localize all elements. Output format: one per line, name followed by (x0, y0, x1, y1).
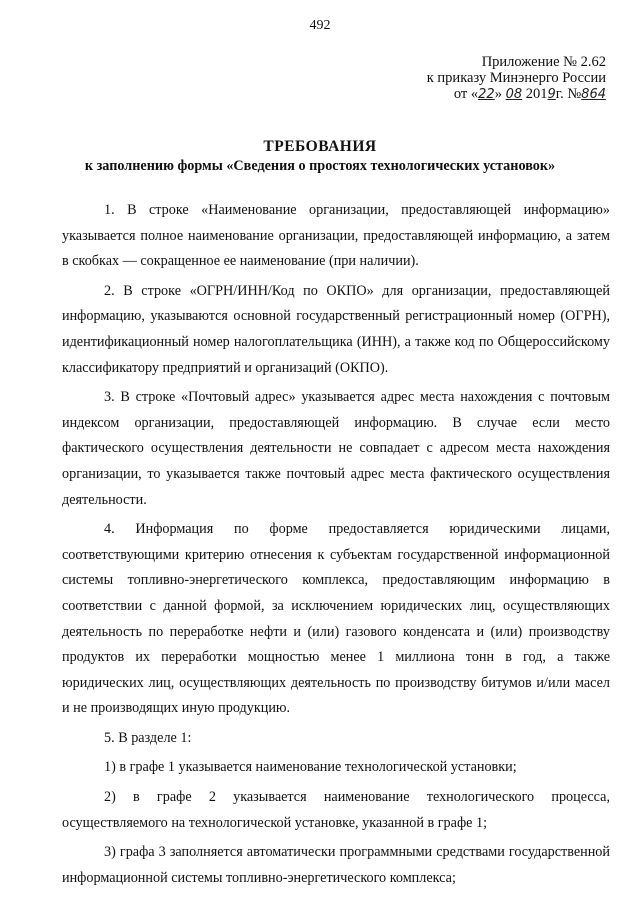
date-prefix: от « (453, 86, 479, 102)
paragraph-4: 4. Информация по форме предоставляется юридическими лицами, соответствующими критерию отнесения к субъектам государственной информационной системы топливно-энергетического комплекса, предоставляющим информацию в соответствии с данной формой, за исключением юридических лиц, осуществляющих деятельность по переработке нефти и (или) газового конденсата и (или) производству продуктов их переработки мощностью менее 1 миллиона тонн в год, а также юридических лиц, осуществляющих деятельность по производству битумов и/или масел и не производящих иную продукцию. (62, 521, 610, 717)
appendix-header (376, 54, 606, 103)
date-quote: » (494, 86, 502, 102)
year-suffix: г. № (555, 86, 582, 102)
handwritten-order-number: 864 (581, 87, 606, 102)
paragraph-5: 5. В разделе 1: (104, 729, 192, 746)
paragraph-5-item-3: 3) графа 3 заполняется автоматически программными средствами государственной информационной системы топливно-энергетического комплекса; (62, 844, 610, 886)
handwritten-year-digit: 9 (547, 87, 556, 102)
handwritten-month: 08 (505, 87, 523, 102)
page-number: 492 (309, 18, 331, 33)
paragraph-1: 1. В строке «Наименование организации, предоставляющей информацию» указывается полное наименование организации, предоставляющей информацию, а затем в скобках — сокращенное ее наименование (при наличии). (62, 202, 610, 270)
handwritten-day: 22 (478, 87, 495, 102)
paragraph-5-item-1: 1) в графе 1 указывается наименование технологической установки; (104, 759, 517, 776)
document-body (62, 198, 610, 895)
paragraph-3: 3. В строке «Почтовый адрес» указывается адрес места нахождения с почтовым индексом организации, предоставляющей информацию. В случае если место фактического осуществления деятельности не совпадает с адресом места нахождения организации, то указывается также почтовый адрес места фактического осуществления деятельности. (62, 389, 610, 508)
appendix-date-line (376, 86, 606, 103)
document-title: ТРЕБОВАНИЯ (263, 138, 377, 155)
appendix-line-1: Приложение № 2.62 (481, 54, 606, 70)
year-prefix: 201 (525, 86, 548, 102)
appendix-line-2: к приказу Минэнерго России (426, 70, 606, 86)
document-subtitle: к заполнению формы «Сведения о простоях технологических установок» (84, 158, 556, 174)
paragraph-2: 2. В строке «ОГРН/ИНН/Код по ОКПО» для организации, предоставляющей информацию, указываются основной государственный регистрационный номер (ОГРН), идентификационный номер налогоплательщика (ИНН), а также код по Общероссийскому классификатору предприятий и организаций (ОКПО). (62, 282, 610, 376)
paragraph-5-item-2: 2) в графе 2 указывается наименование технологического процесса, осуществляемого на технологической установке, указанной в графе 1; (62, 789, 610, 831)
